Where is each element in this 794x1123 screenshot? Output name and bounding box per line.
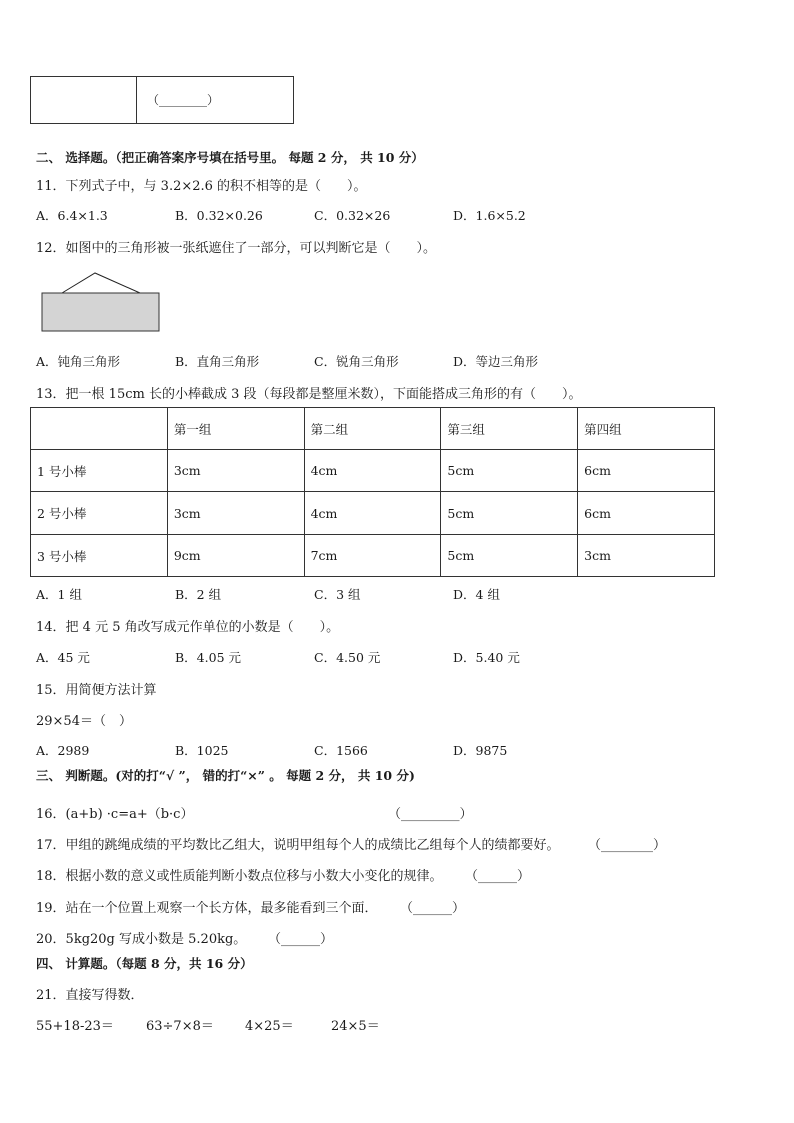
table-cell: 1 号小棒 [31,450,168,492]
table-header-row [31,408,715,450]
covering-paper [42,293,159,331]
triangle-covered-figure [40,270,164,334]
q14-text: 14．把 4 元 5 角改写成元作单位的小数是（ ）。 [36,620,340,635]
table-cell: 4cm [304,492,441,535]
q12-option-d[interactable]: D．等边三角形 [453,354,539,369]
q12-option-a[interactable]: A．钝角三角形 [36,354,121,369]
q12-text: 12．如图中的三角形被一张纸遮住了一部分，可以判断它是（ ）。 [36,241,437,256]
q11-option-a[interactable]: A．6.4×1.3 [36,208,108,223]
table-cell: 3cm [167,492,304,535]
q20-answer-blank[interactable]: （______） [268,932,334,947]
q13-option-c[interactable]: C．3 组 [314,587,361,602]
q21-expression: 63÷7×8＝ [146,1019,214,1034]
q14-option-a[interactable]: A．45 元 [36,650,90,665]
q21-expression: 4×25＝ [245,1019,294,1034]
q14-option-b[interactable]: B．4.05 元 [175,650,241,665]
q13-option-d[interactable]: D．4 组 [453,587,500,602]
q16-answer-blank[interactable]: （_________） [388,807,473,822]
q16-text: 16．(a+b) ·c=a+（b·c） [36,807,194,822]
q17-answer-blank[interactable]: （________） [588,838,667,853]
q13-option-a[interactable]: A．1 组 [36,587,82,602]
q15-text: 15．用简便方法计算 [36,683,157,698]
q14-option-d[interactable]: D．5.40 元 [453,650,520,665]
table-cell: 3 号小棒 [31,535,168,577]
table-cell: 6cm [578,450,715,492]
q15-option-a[interactable]: A．2989 [36,743,90,758]
q21-expression: 55+18-23＝ [36,1019,114,1034]
table-cell: 6cm [578,492,715,535]
top-box-divider [136,77,137,123]
q18-text: 18．根据小数的意义或性质能判断小数点位移与小数大小变化的规律。 [36,869,443,884]
q17-text: 17．甲组的跳绳成绩的平均数比乙组大，说明甲组每个人的成绩比乙组每个人的绩都要好。 [36,838,560,853]
q11-option-b[interactable]: B．0.32×0.26 [175,208,263,223]
q12-option-b[interactable]: B．直角三角形 [175,354,260,369]
table-cell: 3cm [167,450,304,492]
q15-expression: 29×54＝（ ） [36,714,132,729]
table-cell: 5cm [441,450,578,492]
q11-option-d[interactable]: D．1.6×5.2 [453,208,526,223]
q11-option-c[interactable]: C．0.32×26 [314,208,391,223]
table-row [31,450,715,492]
q13-option-b[interactable]: B．2 组 [175,587,222,602]
table-header-cell [31,408,168,450]
q20-text: 20．5kg20g 写成小数是 5.20kg。 [36,932,247,947]
table-cell: 3cm [578,535,715,577]
section3-heading: 三、 判断题。(对的打“√ ”， 错的打“×” 。 每题 2 分， 共 10 分) [36,768,415,783]
q19-answer-blank[interactable]: （______） [400,901,466,916]
table-header-cell: 第二组 [304,408,441,450]
table-cell: 7cm [304,535,441,577]
table-header-cell: 第一组 [167,408,304,450]
table-cell: 2 号小棒 [31,492,168,535]
table-cell: 4cm [304,450,441,492]
table-row [31,492,715,535]
table-header-cell: 第四组 [578,408,715,450]
q21-text: 21．直接写得数． [36,988,144,1003]
table-header-cell: 第三组 [441,408,578,450]
q13-stick-table [30,407,715,577]
triangle-top-edges [62,273,140,293]
section4-heading: 四、 计算题。（每题 8 分，共 16 分） [36,956,253,971]
q19-text: 19．站在一个位置上观察一个长方体，最多能看到三个面． [36,901,378,916]
top-box-answer-blank[interactable]: （________） [147,93,220,107]
q14-option-c[interactable]: C．4.50 元 [314,650,381,665]
top-answer-box [30,76,294,124]
table-cell: 5cm [441,535,578,577]
table-row [31,535,715,577]
table-cell: 5cm [441,492,578,535]
q15-option-d[interactable]: D．9875 [453,743,508,758]
q12-option-c[interactable]: C．锐角三角形 [314,354,399,369]
q13-text: 13．把一根 15cm 长的小棒截成 3 段（每段都是整厘米数），下面能搭成三角形的有（ ）。 [36,387,582,402]
table-cell: 9cm [167,535,304,577]
q11-text: 11．下列式子中，与 3.2×2.6 的积不相等的是（ ）。 [36,179,367,194]
q15-option-b[interactable]: B．1025 [175,743,229,758]
q21-expression: 24×5＝ [331,1019,380,1034]
section2-heading: 二、 选择题。（把正确答案序号填在括号里。 每题 2 分， 共 10 分） [36,150,424,165]
q15-option-c[interactable]: C．1566 [314,743,368,758]
q18-answer-blank[interactable]: （______） [465,869,531,884]
